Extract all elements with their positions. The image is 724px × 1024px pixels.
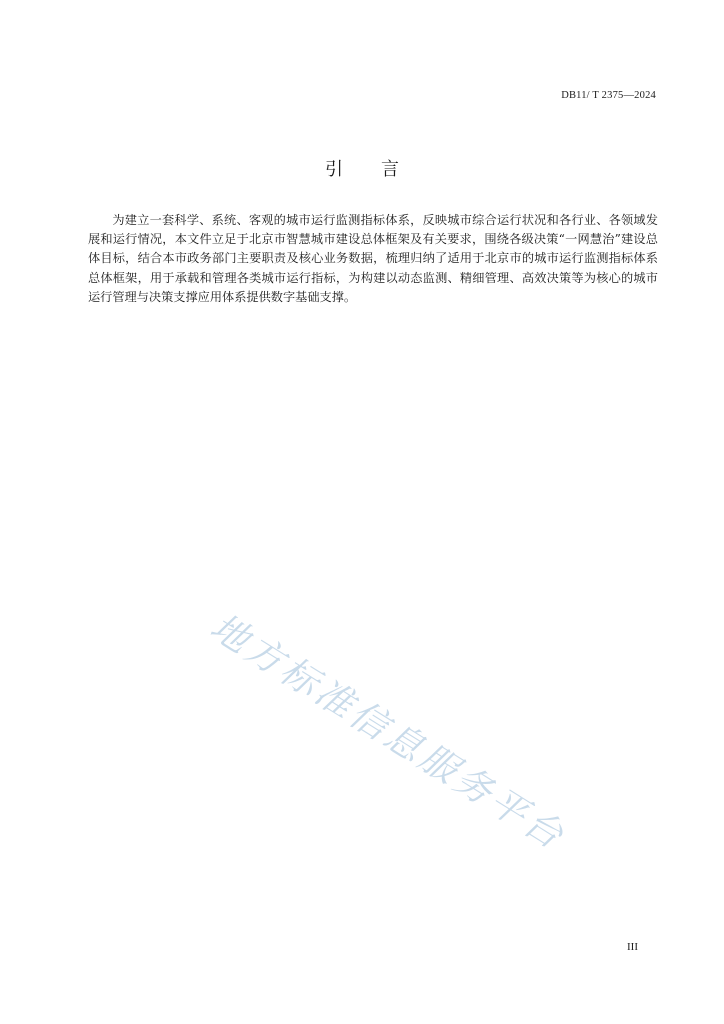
introduction-paragraph: 为建立一套科学、系统、客观的城市运行监测指标体系，反映城市综合运行状况和各行业、各领域发展和运行情况，本文件立足于北京市智慧城市建设总体框架及有关要求，围绕各级决策“一网慧治”建设总体目标，结合本市政务部门主要职责及核心业务数据，梳理归纳了适用于北京市的城市运行监测指标体系总体框架，用于承载和管理各类城市运行指标，为构建以动态监测、精细管理、高效决策等为核心的城市运行管理与决策支撑应用体系提供数字基础支撑。 [88,213,658,304]
section-title: 引言 [325,159,437,180]
document-code: DB11/ T 2375—2024 [561,90,656,101]
page-number: III [627,941,638,953]
watermark: 地方标准信息服务平台 [202,605,574,859]
